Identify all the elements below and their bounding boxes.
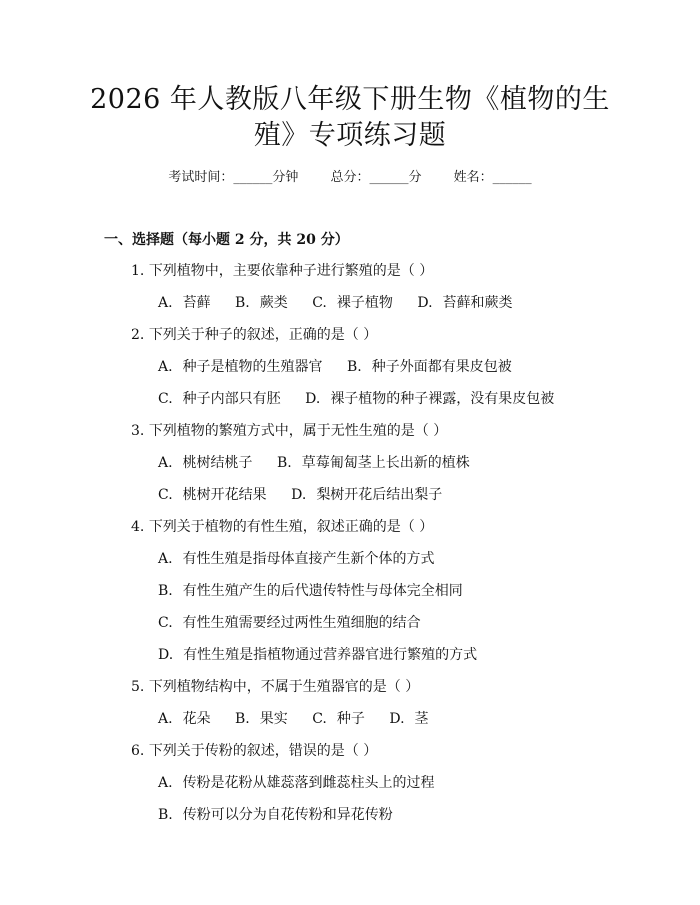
question-text: 下列关于植物的有性生殖，叙述正确的是（ ） <box>148 519 434 535</box>
option-c: C. 桃树开花结果 <box>158 487 267 503</box>
option-b: B. 果实 <box>235 711 288 727</box>
question-number: 5. <box>131 679 145 695</box>
section-heading: 一、选择题（每小题 2 分，共 20 分） <box>104 232 349 248</box>
question-number: 4. <box>131 519 145 535</box>
option-b: B. 种子外面都有果皮包被 <box>347 359 512 375</box>
question-4-option-c: C. 有性生殖需要经过两性生殖细胞的结合 <box>158 615 421 631</box>
question-text: 下列关于传粉的叙述，错误的是（ ） <box>148 743 378 759</box>
question-3-options-row-2 <box>158 485 462 505</box>
total-score-field: 总分：______分 <box>330 170 422 185</box>
question-text: 下列关于种子的叙述，正确的是（ ） <box>148 327 378 343</box>
question-2-options-row-1 <box>158 357 532 377</box>
question-6-option-b: B. 传粉可以分为自花传粉和异花传粉 <box>158 807 393 823</box>
question-5-options <box>158 709 449 729</box>
question-1-options <box>158 293 533 313</box>
option-d: D. 梨树开花后结出梨子 <box>291 487 443 503</box>
question-number: 2. <box>131 327 145 343</box>
question-number: 1. <box>131 263 145 279</box>
option-a: A. 桃树结桃子 <box>158 455 253 471</box>
option-a: A. 苔藓 <box>158 295 211 311</box>
question-number: 6. <box>131 743 145 759</box>
option-a: A. 种子是植物的生殖器官 <box>158 359 323 375</box>
name-field: 姓名：______ <box>453 170 532 185</box>
question-3 <box>131 421 447 441</box>
option-c: C. 种子 <box>312 711 365 727</box>
question-3-options-row-1 <box>158 453 490 473</box>
question-number: 3. <box>131 423 145 439</box>
option-b: B. 蕨类 <box>235 295 288 311</box>
question-6 <box>131 741 377 761</box>
question-6-option-a: A. 传粉是花粉从雄蕊落到雌蕊柱头上的过程 <box>158 775 435 791</box>
option-d: D. 裸子植物的种子裸露，没有果皮包被 <box>305 391 555 407</box>
question-text: 下列植物中，主要依靠种子进行繁殖的是（ ） <box>148 263 434 279</box>
option-b: B. 草莓匍匐茎上长出新的植株 <box>277 455 470 471</box>
question-text: 下列植物结构中，不属于生殖器官的是（ ） <box>148 679 420 695</box>
question-4 <box>131 517 433 537</box>
question-4-option-a: A. 有性生殖是指母体直接产生新个体的方式 <box>158 551 435 567</box>
question-2 <box>131 325 377 345</box>
option-a: A. 花朵 <box>158 711 211 727</box>
question-5 <box>131 677 419 697</box>
question-4-option-b: B. 有性生殖产生的后代遗传特性与母体完全相同 <box>158 583 463 599</box>
question-1 <box>131 261 433 281</box>
question-4-option-d: D. 有性生殖是指植物通过营养器官进行繁殖的方式 <box>158 647 478 663</box>
exam-time-field: 考试时间：______分钟 <box>168 170 299 185</box>
option-c: C. 裸子植物 <box>312 295 393 311</box>
option-d: D. 苔藓和蕨类 <box>417 295 513 311</box>
option-c: C. 种子内部只有胚 <box>158 391 281 407</box>
document-title <box>80 82 620 154</box>
question-text: 下列植物的繁殖方式中，属于无性生殖的是（ ） <box>148 423 448 439</box>
question-2-options-row-2 <box>158 389 574 409</box>
title-line-1: 2026 年人教版八年级下册生物《植物的生 <box>90 84 610 115</box>
exam-info-line <box>0 169 700 187</box>
option-d: D. 茎 <box>389 711 429 727</box>
title-line-2: 殖》专项练习题 <box>253 120 447 151</box>
